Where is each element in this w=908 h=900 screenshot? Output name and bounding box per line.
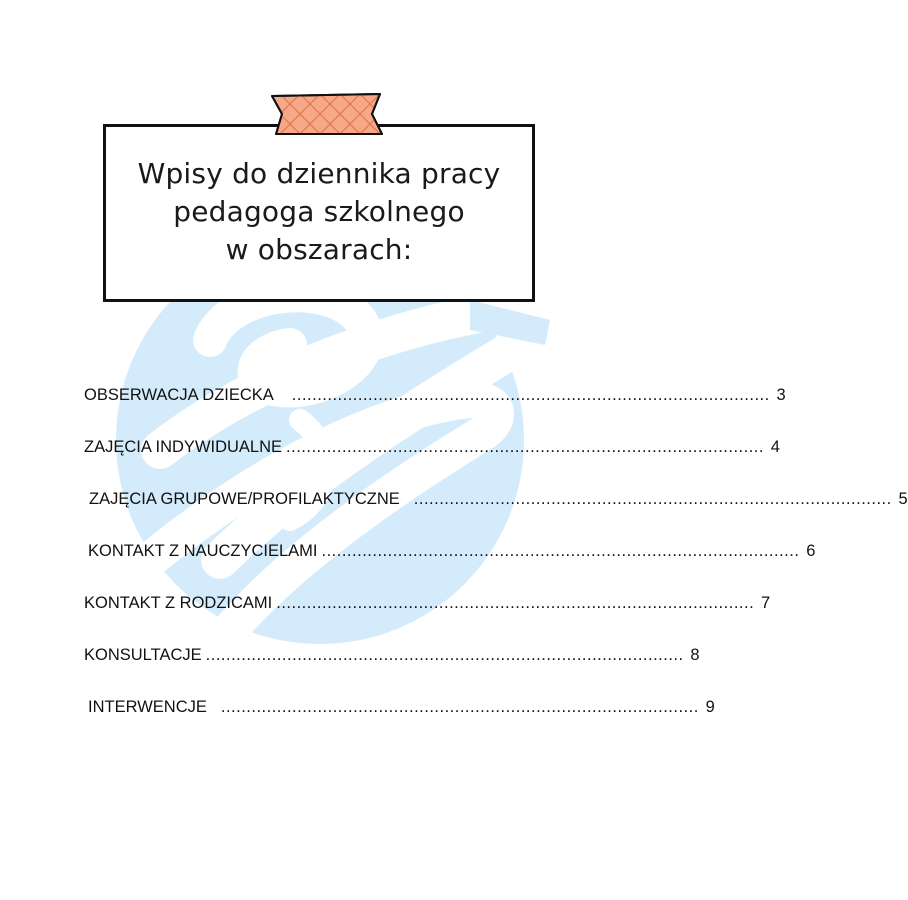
toc-item-label: INTERWENCJE — [88, 698, 207, 716]
toc-item[interactable] — [88, 698, 715, 722]
toc-leader-dots: .............................................................................................. — [276, 594, 755, 612]
title-box — [103, 124, 535, 302]
washi-tape-icon — [268, 92, 384, 136]
toc-item-label: KONTAKT Z NAUCZYCIELAMI — [88, 542, 318, 560]
toc-item-label: KONTAKT Z RODZICAMI — [84, 594, 273, 612]
toc-leader-dots: .............................................................................................. — [286, 438, 764, 456]
toc-item-label: ZAJĘCIA GRUPOWE/PROFILAKTYCZNE — [89, 490, 400, 508]
toc-item-label: KONSULTACJE — [84, 646, 202, 664]
toc-item-page: 6 — [806, 542, 816, 560]
toc-leader-dots: .............................................................................................. — [220, 698, 699, 716]
toc-leader-dots: .............................................................................................. — [321, 542, 800, 560]
toc-item[interactable] — [84, 646, 700, 670]
title-line-3: w obszarach: — [225, 233, 413, 266]
toc-item[interactable] — [84, 386, 786, 410]
toc-item-label: OBSERWACJA DZIECKA — [84, 386, 274, 404]
toc-leader-dots: .............................................................................................. — [291, 386, 770, 404]
toc-item[interactable] — [89, 490, 908, 514]
toc-item-page: 8 — [690, 646, 700, 664]
toc-item-page: 5 — [898, 490, 908, 508]
toc-item[interactable] — [84, 438, 780, 462]
toc-item-page: 7 — [760, 594, 771, 612]
title-line-2: pedagoga szkolnego — [173, 195, 465, 228]
toc-leader-dots: .............................................................................................. — [205, 646, 684, 664]
toc-item[interactable] — [88, 542, 816, 566]
toc-item-page: 9 — [705, 698, 715, 716]
toc-item-page: 4 — [770, 438, 780, 456]
toc-item-label: ZAJĘCIA INDYWIDUALNE — [84, 438, 283, 456]
title-line-1: Wpisy do dziennika pracy — [137, 157, 501, 190]
page-title — [106, 155, 532, 269]
toc-item[interactable] — [84, 594, 771, 618]
toc-item-page: 3 — [776, 386, 786, 404]
toc-leader-dots: .............................................................................................. — [413, 490, 892, 508]
